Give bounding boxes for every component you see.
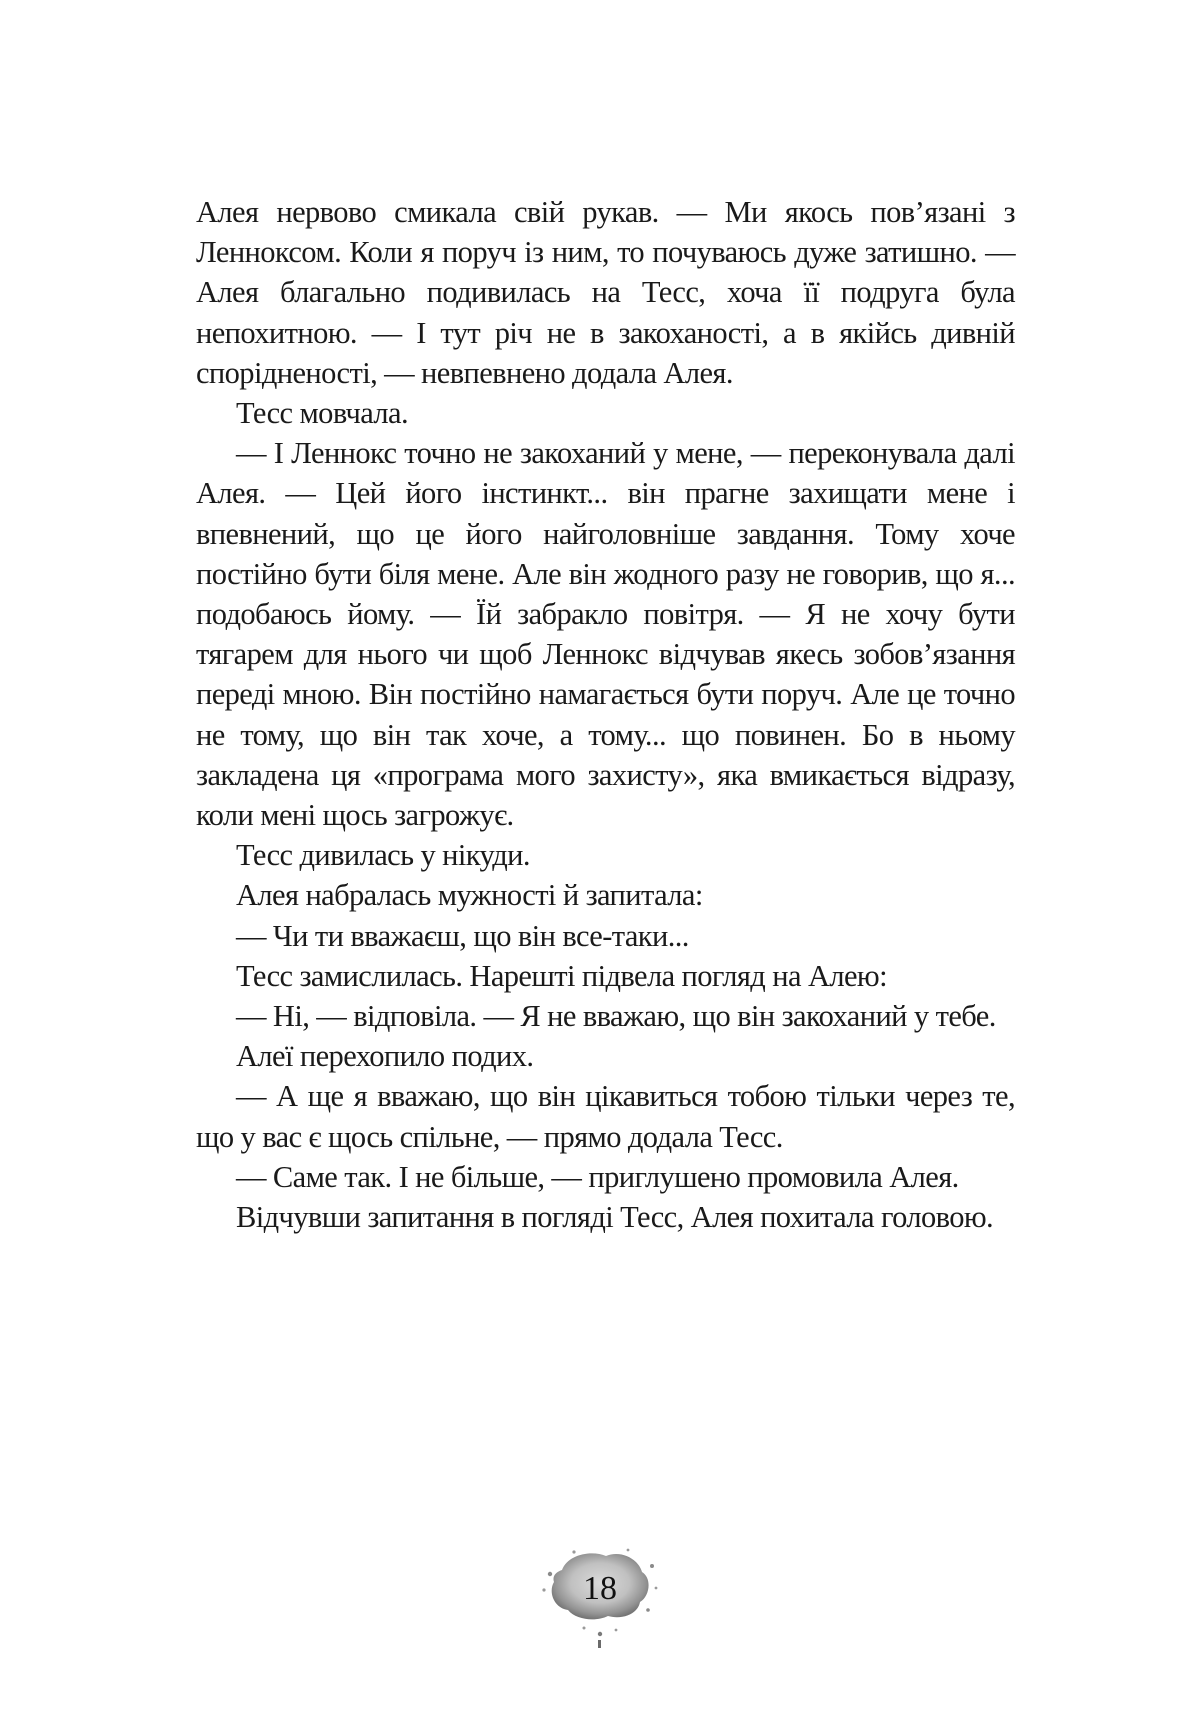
paragraph: — Чи ти вважаєш, що він все-таки...: [236, 918, 689, 953]
paragraph: Алея набралась мужності й запитала:: [236, 878, 703, 913]
body-text: [196, 192, 1015, 1237]
paragraph: Тесс дивилась у нікуди.: [236, 838, 530, 873]
paragraph: Відчувши запитання в погляді Тесс, Алея похитала головою.: [236, 1200, 994, 1235]
paragraph: Алея нервово смикала свій рукав. — Ми якось пов’язані з Ленноксом. Коли я поруч із ним, то почуваюсь дуже затишно. — Алея благально подивилась на Тесс, хоча її подруга була непохитною. — І тут річ не в закоханості, а в якійсь дивній спорідненості, — невпевнено додала Алея.: [196, 195, 1015, 390]
paragraph: — Ні, — відповіла. — Я не вважаю, що він закоханий у тебе.: [236, 999, 996, 1034]
page-number: 18: [583, 1570, 617, 1607]
paragraph: — І Леннокс точно не закоханий у мене, — переконувала далі Алея. — Цей його інстинкт... він прагне захищати мене і впевнений, що це його найголовніше завдання. Тому хоче постійно бути біля мене. Але він жодного разу не говорив, що я... подобаюсь йому. — Їй забракло повітря. — Я не хочу бути тягарем для нього чи щоб Леннокс відчував якесь зобов’язання переді мною. Він постійно намагається бути поруч. Але це точно не тому, що він так хоче, а тому... що повинен. Бо в ньому закладена ця «програма мого захисту», яка вмикається відразу, коли мені щось загрожує.: [196, 436, 1015, 833]
paragraph: — Саме так. І не більше, — приглушено промовила Алея.: [236, 1159, 959, 1194]
paragraph: Тесс мовчала.: [236, 396, 408, 431]
paragraph: — А ще я вважаю, що він цікавиться тобою тільки через те, що у вас є щось спільне, — прямо додала Тесс.: [196, 1079, 1015, 1154]
paragraph: Тесс замислилась. Нарешті підвела погляд на Алею:: [236, 958, 887, 993]
paragraph: Алеї перехопило подих.: [236, 1039, 534, 1074]
page-number-area: [530, 1540, 670, 1650]
